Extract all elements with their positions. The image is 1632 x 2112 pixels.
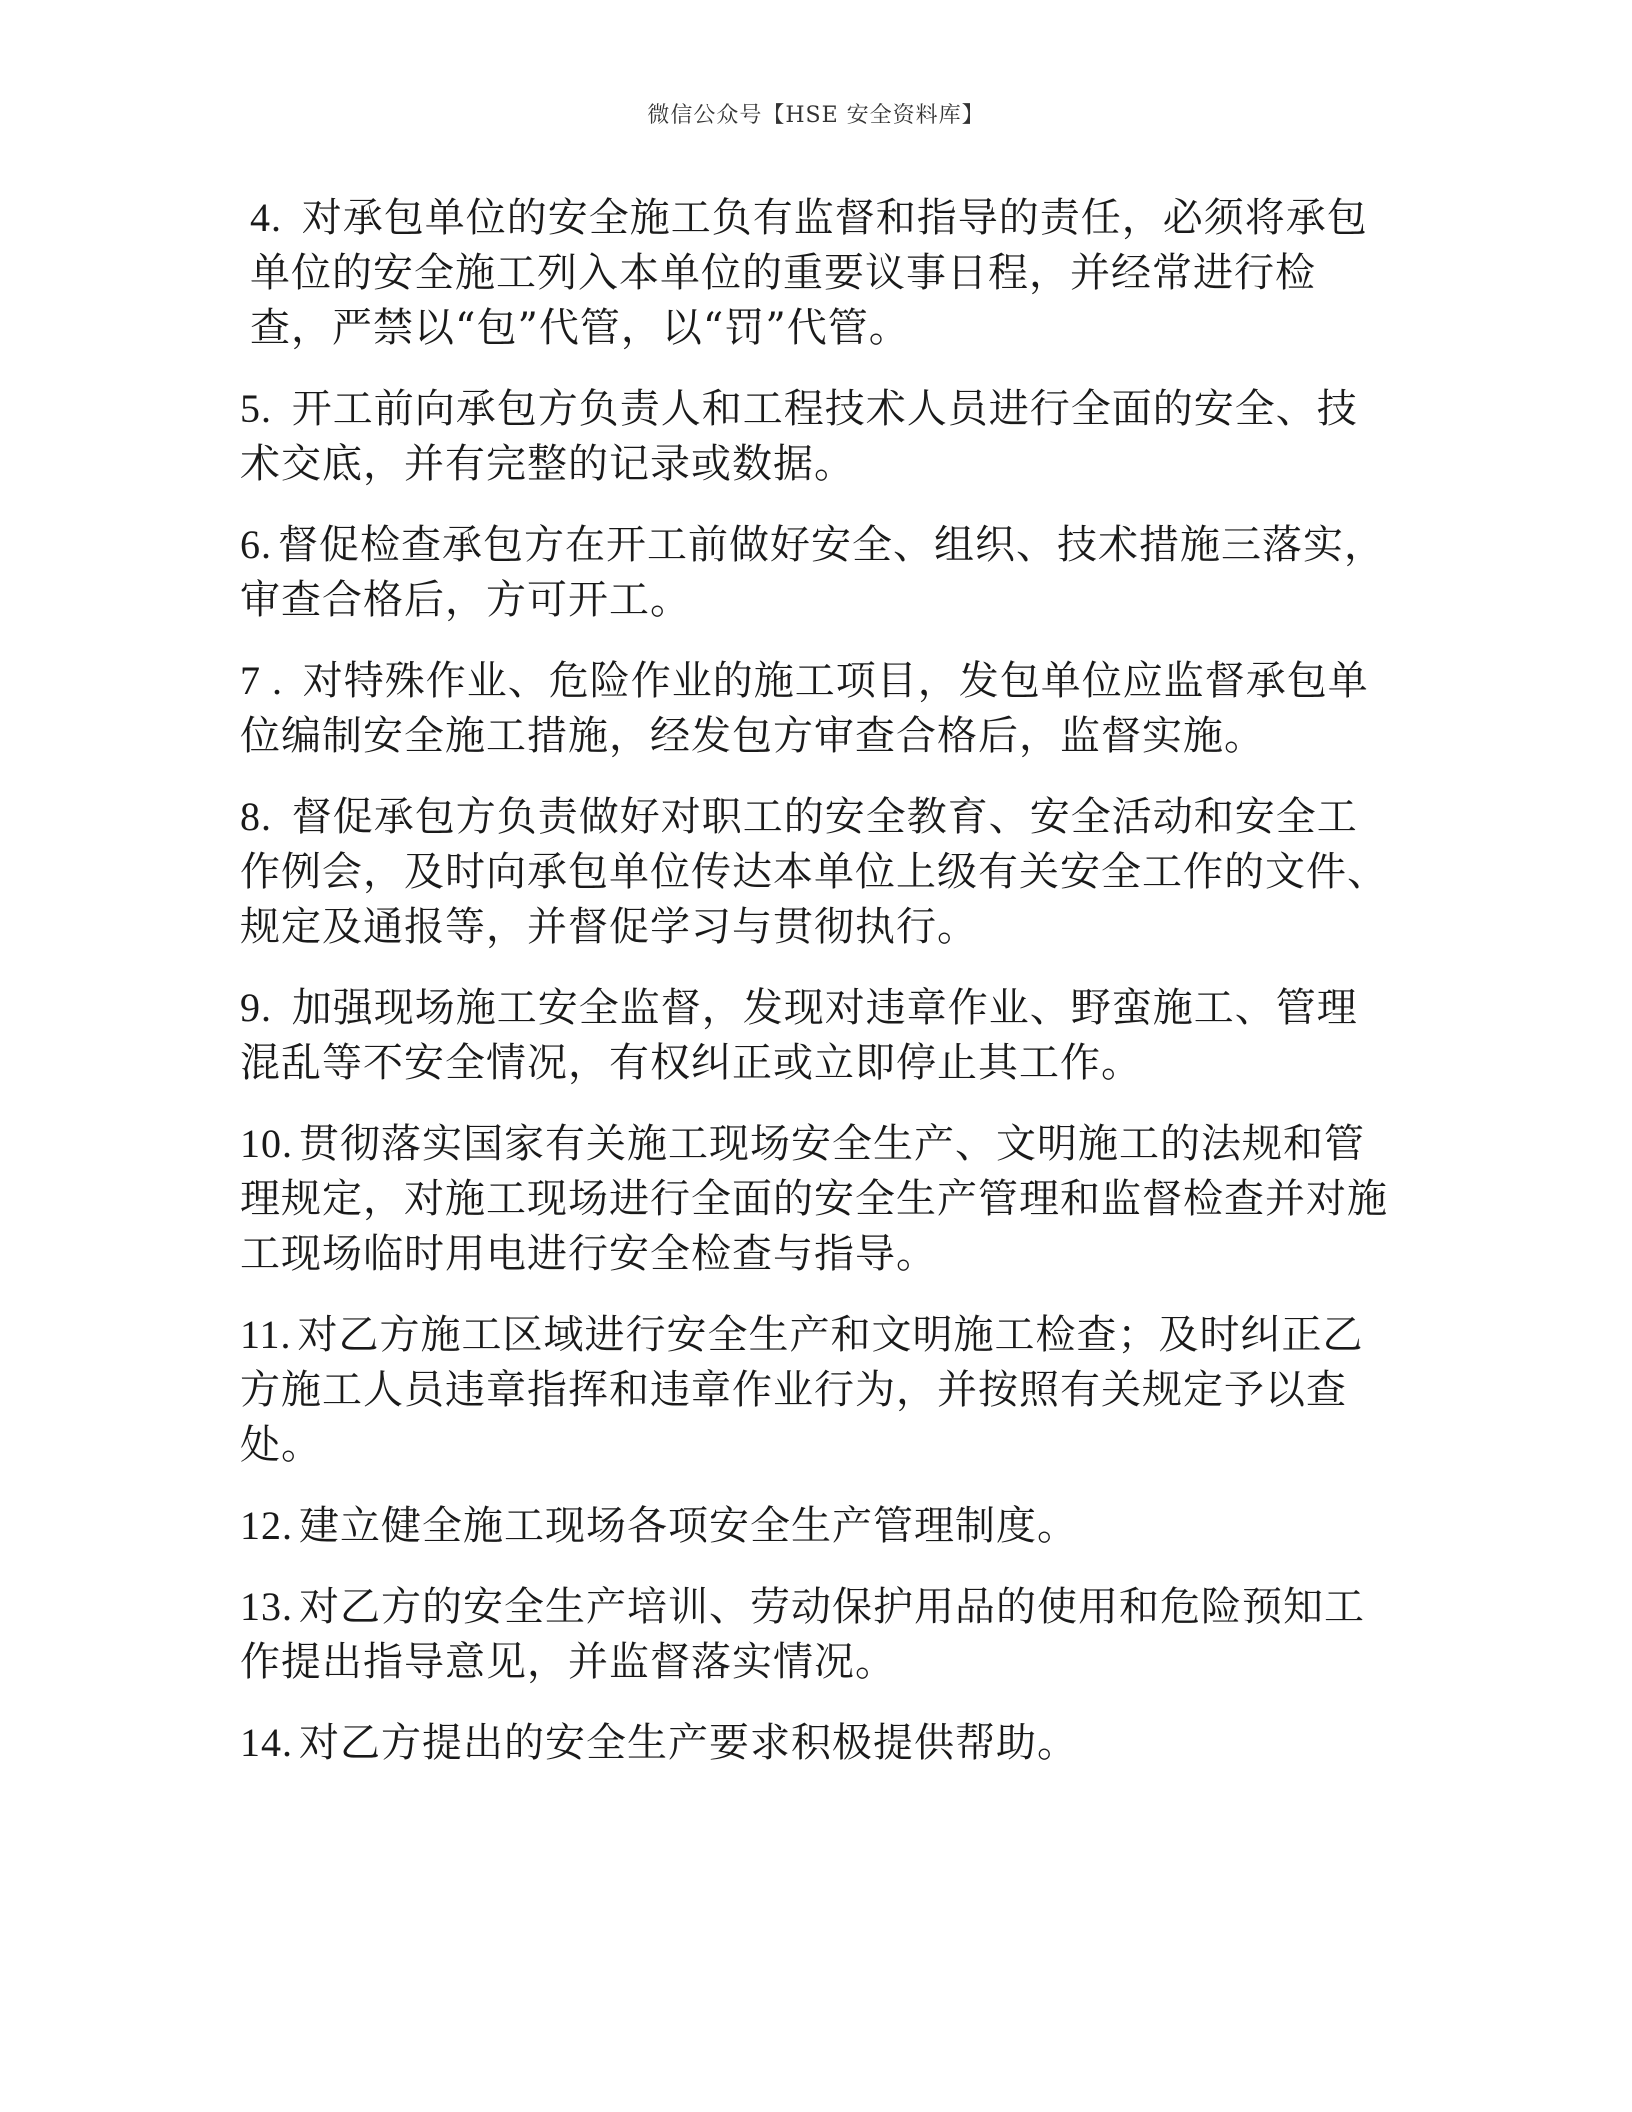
item-number: 9. (240, 985, 272, 1030)
item-number: 6. (240, 522, 272, 567)
document-body (240, 190, 1390, 1796)
item-number: 8. (240, 794, 272, 839)
item-text: 建立健全施工现场各项安全生产管理制度。 (299, 1503, 1078, 1549)
list-item-11 (240, 1307, 1390, 1473)
list-item-4 (240, 190, 1390, 356)
list-item-9 (240, 980, 1390, 1091)
list-item-6 (240, 517, 1390, 628)
item-number: 5. (240, 386, 272, 431)
item-text: 开工前向承包方负责人和工程技术人员进行全面的安全、技术交底，并有完整的记录或数据。 (240, 386, 1358, 487)
item-text: 加强现场施工安全监督，发现对违章作业、野蛮施工、管理混乱等不安全情况，有权纠正或立即停止其工作。 (240, 985, 1358, 1086)
item-number: 4. (250, 195, 282, 240)
list-item-8 (240, 789, 1390, 955)
list-item-12 (240, 1498, 1390, 1554)
item-text: 对乙方施工区域进行安全生产和文明施工检查；及时纠正乙方施工人员违章指挥和违章作业行为，并按照有关规定予以查处。 (240, 1312, 1364, 1468)
item-number: 10. (240, 1121, 293, 1166)
list-item-13 (240, 1579, 1390, 1690)
page-header: 微信公众号【HSE 安全资料库】 (647, 103, 985, 128)
item-number: 12. (240, 1503, 293, 1548)
item-text: 对乙方的安全生产培训、劳动保护用品的使用和危险预知工作提出指导意见，并监督落实情况。 (240, 1584, 1365, 1685)
item-number: 13. (240, 1584, 293, 1629)
item-number: 7 . (240, 658, 283, 703)
item-text: 贯彻落实国家有关施工现场安全生产、文明施工的法规和管理规定，对施工现场进行全面的安全生产管理和监督检查并对施工现场临时用电进行安全检查与指导。 (240, 1121, 1388, 1277)
list-item-14 (240, 1715, 1390, 1771)
item-text: 督促检查承包方在开工前做好安全、组织、技术措施三落实，审查合格后，方可开工。 (240, 522, 1385, 623)
list-item-7 (240, 653, 1390, 764)
item-text: 对承包单位的安全施工负有监督和指导的责任，必须将承包单位的安全施工列入本单位的重要议事日程，并经常进行检查，严禁以“包”代管，以“罚”代管。 (250, 195, 1368, 351)
item-text: 对乙方提出的安全生产要求积极提供帮助。 (299, 1720, 1078, 1766)
list-item-5 (240, 381, 1390, 492)
item-text: 对特殊作业、危险作业的施工项目，发包单位应监督承包单位编制安全施工措施，经发包方审查合格后，监督实施。 (240, 658, 1369, 759)
item-text: 督促承包方负责做好对职工的安全教育、安全活动和安全工作例会，及时向承包单位传达本单位上级有关安全工作的文件、规定及通报等，并督促学习与贯彻执行。 (240, 794, 1388, 950)
list-item-10 (240, 1116, 1390, 1282)
item-number: 14. (240, 1720, 293, 1765)
item-number: 11. (240, 1312, 292, 1357)
